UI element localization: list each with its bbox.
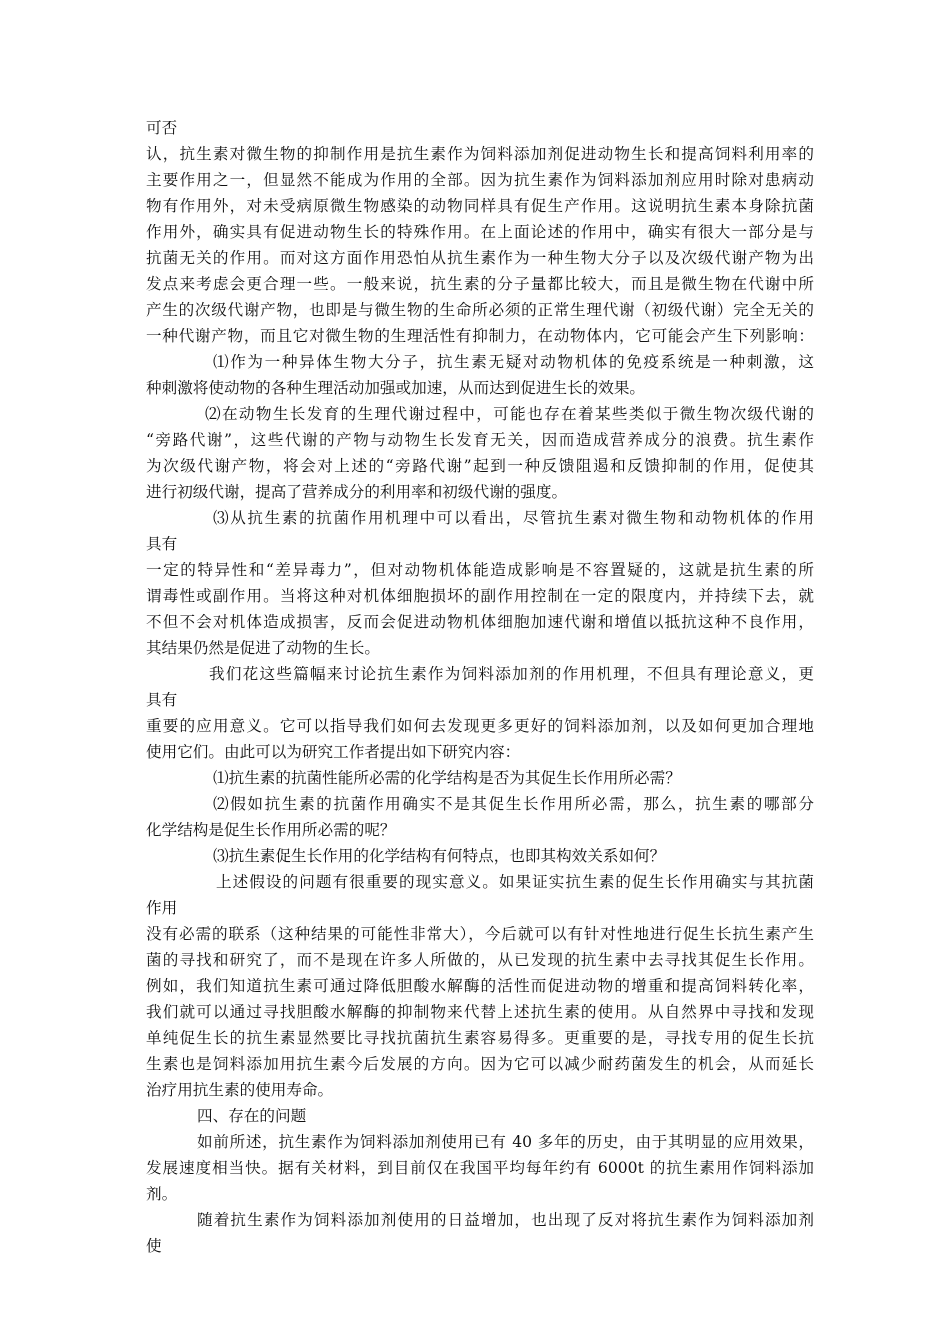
- text-line: 单纯促生长的抗生素显然要比寻找抗菌抗生素容易得多。更重要的是，寻找专用的促生长抗: [146, 1029, 814, 1047]
- text-line: 剂。: [146, 1185, 178, 1203]
- text-line: 使: [146, 1237, 162, 1255]
- text-line: 抗菌无关的作用。而对这方面作用恐怕从抗生素作为一种生物大分子以及次级代谢产物为出: [146, 249, 814, 267]
- text-line: 发展速度相当快。据有关材料，到目前仅在我国平均每年约有 6000t 的抗生素用作饲料添加: [146, 1159, 814, 1177]
- text-line: ⑵假如抗生素的抗菌作用确实不是其促生长作用所必需，那么，抗生素的哪部分: [213, 795, 814, 813]
- text-line: 具有: [146, 691, 178, 709]
- text-line: 其结果仍然是促进了动物的生长。: [146, 639, 380, 657]
- text-line: 作用: [146, 899, 178, 917]
- text-line: 物有作用外，对未受病原微生物感染的动物同样具有促生产作用。这说明抗生素本身除抗菌: [146, 197, 814, 215]
- text-line: 不但不会对机体造成损害，反而会促进动物机体细胞加速代谢和增值以抵抗这种不良作用，: [146, 613, 814, 631]
- text-line: 菌的寻找和研究了，而不是现在许多人所做的，从已发现的抗生素中去寻找其促生长作用。: [146, 951, 814, 969]
- text-line: ⑴抗生素的抗菌性能所必需的化学结构是否为其促生长作用所必需？: [213, 769, 681, 787]
- text-line: 作用外，确实具有促进动物生长的特殊作用。在上面论述的作用中，确实有很大一部分是与: [146, 223, 814, 241]
- text-line: ⑵在动物生长发育的生理代谢过程中，可能也存在着某些类似于微生物次级代谢的: [205, 405, 814, 423]
- text-line: 重要的应用意义。它可以指导我们如何去发现更多更好的饲料添加剂，以及如何更加合理地: [146, 717, 814, 735]
- text-line: ⑴作为一种异体生物大分子，抗生素无疑对动物机体的免疫系统是一种刺激，这: [213, 353, 814, 371]
- text-line: 生素也是饲料添加用抗生素今后发展的方向。因为它可以减少耐药菌发生的机会，从而延长: [146, 1055, 814, 1073]
- text-line: 化学结构是促生长作用所必需的呢？: [146, 821, 396, 839]
- text-line: 我们花这些篇幅来讨论抗生素作为饲料添加剂的作用机理，不但具有理论意义，更: [209, 665, 814, 683]
- text-line: ⑶从抗生素的抗菌作用机理中可以看出，尽管抗生素对微生物和动物机体的作用: [213, 509, 814, 527]
- text-line: 如前所述，抗生素作为饲料添加剂使用已有 40 多年的历史，由于其明显的应用效果，: [197, 1133, 814, 1151]
- text-line: 治疗用抗生素的使用寿命。: [146, 1081, 334, 1099]
- text-line: ⑶抗生素促生长作用的化学结构有何特点，也即其构效关系如何？: [213, 847, 666, 865]
- text-line: 谓毒性或副作用。当将这种对机体细胞损坏的副作用控制在一定的限度内，并持续下去，就: [146, 587, 814, 605]
- text-line: 没有必需的联系（这种结果的可能性非常大），今后就可以有针对性地进行促生长抗生素产生: [146, 925, 814, 943]
- text-line: 例如，我们知道抗生素可通过降低胆酸水解酶的活性而促进动物的增重和提高饲料转化率，: [146, 977, 814, 995]
- text-line: 可否: [146, 119, 178, 137]
- text-line: 我们就可以通过寻找胆酸水解酶的抑制物来代替上述抗生素的使用。从自然界中寻找和发现: [146, 1003, 814, 1021]
- text-line: 产生的次级代谢产物，也即是与微生物的生命所必须的正常生理代谢（初级代谢）完全无关的: [146, 301, 814, 319]
- text-line: 主要作用之一，但显然不能成为作用的全部。因为抗生素作为饲料添加剂应用时除对患病动: [146, 171, 814, 189]
- text-line: 使用它们。由此可以为研究工作者提出如下研究内容：: [146, 743, 521, 761]
- section-heading: 四、存在的问题: [197, 1107, 307, 1125]
- text-line: 上述假设的问题有很重要的现实意义。如果证实抗生素的促生长作用确实与其抗菌: [216, 873, 814, 891]
- text-line: 发点来考虑会更合理一些。一般来说，抗生素的分子量都比较大，而且是微生物在代谢中所: [146, 275, 814, 293]
- text-line: “旁路代谢”，这些代谢的产物与动物生长发育无关，因而造成营养成分的浪费。抗生素作: [146, 431, 814, 449]
- text-line: 进行初级代谢，提高了营养成分的利用率和初级代谢的强度。: [146, 483, 568, 501]
- text-line: 具有: [146, 535, 178, 553]
- text-line: 随着抗生素作为饲料添加剂使用的日益增加，也出现了反对将抗生素作为饲料添加剂: [197, 1211, 814, 1229]
- text-line: 一种代谢产物，而且它对微生物的生理活性有抑制力，在动物体内，它可能会产生下列影响：: [146, 327, 814, 345]
- text-line: 一定的特异性和“差异毒力”，但对动物机体能造成影响是不容置疑的，这就是抗生素的所: [146, 561, 814, 579]
- text-line: 认，抗生素对微生物的抑制作用是抗生素作为饲料添加剂促进动物生长和提高饲料利用率的: [146, 145, 814, 163]
- text-line: 种刺激将使动物的各种生理活动加强或加速，从而达到促进生长的效果。: [146, 379, 646, 397]
- text-line: 为次级代谢产物，将会对上述的“旁路代谢”起到一种反馈阻遏和反馈抑制的作用，促使其: [146, 457, 814, 475]
